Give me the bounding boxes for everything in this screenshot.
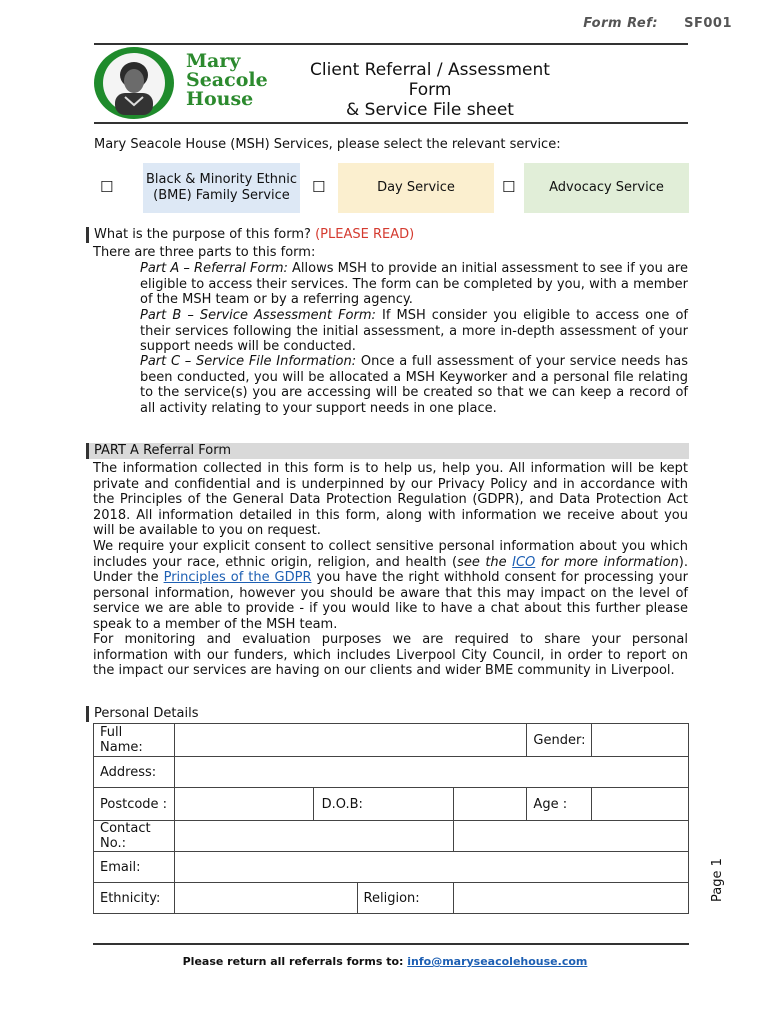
footer-return-note: Please return all referrals forms to: info@maryseacolehouse.com <box>182 955 588 968</box>
service-checkbox-day[interactable]: ☐ <box>312 178 326 196</box>
part-b-description: Part B – Service Assessment Form: If MSH consider you eligible to access one of their services following the initial assessment, a more in-depth assessment of your support needs will be conducted. <box>140 308 688 354</box>
logo-wordmark: Mary Seacole House <box>186 50 268 110</box>
email-field[interactable] <box>174 852 688 883</box>
contact-field-1[interactable] <box>174 821 453 852</box>
email-label: Email: <box>94 852 175 883</box>
monitoring-paragraph: For monitoring and evaluation purposes we are required to share your personal information with our funders, which includes Liverpool City Council, in order to report on the impact our services are having on our clients and wider BME community in Liverpool. <box>93 632 688 678</box>
footer-rule <box>93 943 689 945</box>
page-number: Page 1 <box>710 858 725 902</box>
service-option-advocacy[interactable]: Advocacy Service <box>524 163 689 213</box>
ico-link[interactable]: ICO <box>512 554 536 570</box>
service-option-day[interactable]: Day Service <box>338 163 494 213</box>
part-a-description: Part A – Referral Form: Allows MSH to provide an initial assessment to see if you are eligible to access their services. The form can be completed by you, with a member of the MSH team or by a referring agency. <box>140 261 688 307</box>
service-checkbox-advocacy[interactable]: ☐ <box>502 178 516 196</box>
full-name-label: Full Name: <box>94 724 175 757</box>
postcode-field[interactable] <box>174 788 313 821</box>
form-ref-label: Form Ref: <box>583 16 659 31</box>
part-a-heading: PART A Referral Form <box>86 443 689 459</box>
personal-details-heading: Personal Details <box>86 706 689 722</box>
contact-label: Contact No.: <box>94 821 175 852</box>
ethnicity-label: Ethnicity: <box>94 883 175 914</box>
service-prompt: Mary Seacole House (MSH) Services, please select the relevant service: <box>94 137 561 152</box>
gender-field[interactable] <box>592 724 689 757</box>
age-label: Age : <box>527 788 592 821</box>
address-label: Address: <box>94 757 175 788</box>
consent-paragraph: We require your explicit consent to collect sensitive personal information about you which includes your race, ethnic origin, religion, and health (see the ICO for more information). Under the Principles of the GDPR you have the right withhold consent for processing your personal information, however you should be aware that this may impact on the level of service we are able to provide - if you would like to have a chat about this further please speak to a member of the MSH team. <box>93 539 688 632</box>
service-option-bme[interactable]: Black & Minority Ethnic (BME) Family Service <box>143 163 300 213</box>
service-checkbox-bme[interactable]: ☐ <box>100 178 114 196</box>
contact-field-2[interactable] <box>453 821 688 852</box>
part-c-description: Part C – Service File Information: Once a full assessment of your service needs has been conducted, you will be allocated a MSH Keyworker and a personal file relating to the service(s) you are accessing will be created so that we can keep a record of all activity relating to your support needs in one place. <box>140 354 689 416</box>
purpose-heading: What is the purpose of this form? (PLEASE READ) <box>86 227 689 243</box>
gender-label: Gender: <box>527 724 592 757</box>
personal-details-table <box>93 723 689 914</box>
privacy-paragraph: The information collected in this form is to help us, help you. All information will be kept private and confidential and is underpinned by our Privacy Policy and in accordance with the Principles of the General Data Protection Regulation (GDPR), and Data Protection Act 2018. All information detailed in this form, along with information we receive about you will be available to you on request. <box>93 461 688 538</box>
postcode-label: Postcode : <box>94 788 175 821</box>
purpose-intro: There are three parts to this form: <box>93 245 316 260</box>
page-title: Client Referral / Assessment Form & Service File sheet <box>310 60 550 120</box>
portrait-icon <box>103 53 165 113</box>
dob-input[interactable] <box>453 788 527 821</box>
religion-label: Religion: <box>357 883 453 914</box>
address-field[interactable] <box>174 757 688 788</box>
please-read-note: (PLEASE READ) <box>315 227 415 242</box>
ethnicity-field[interactable] <box>174 883 357 914</box>
dob-label: D.O.B: <box>313 788 453 821</box>
header-top-rule <box>94 43 688 45</box>
age-field[interactable] <box>592 788 689 821</box>
religion-field[interactable] <box>453 883 688 914</box>
header-bottom-rule <box>94 122 688 124</box>
form-ref-value: SF001 <box>684 16 732 31</box>
contact-email-link[interactable]: info@maryseacolehouse.com <box>407 955 588 968</box>
form-reference <box>583 16 732 31</box>
gdpr-principles-link[interactable]: Principles of the GDPR <box>163 570 312 585</box>
full-name-field[interactable] <box>174 724 526 757</box>
